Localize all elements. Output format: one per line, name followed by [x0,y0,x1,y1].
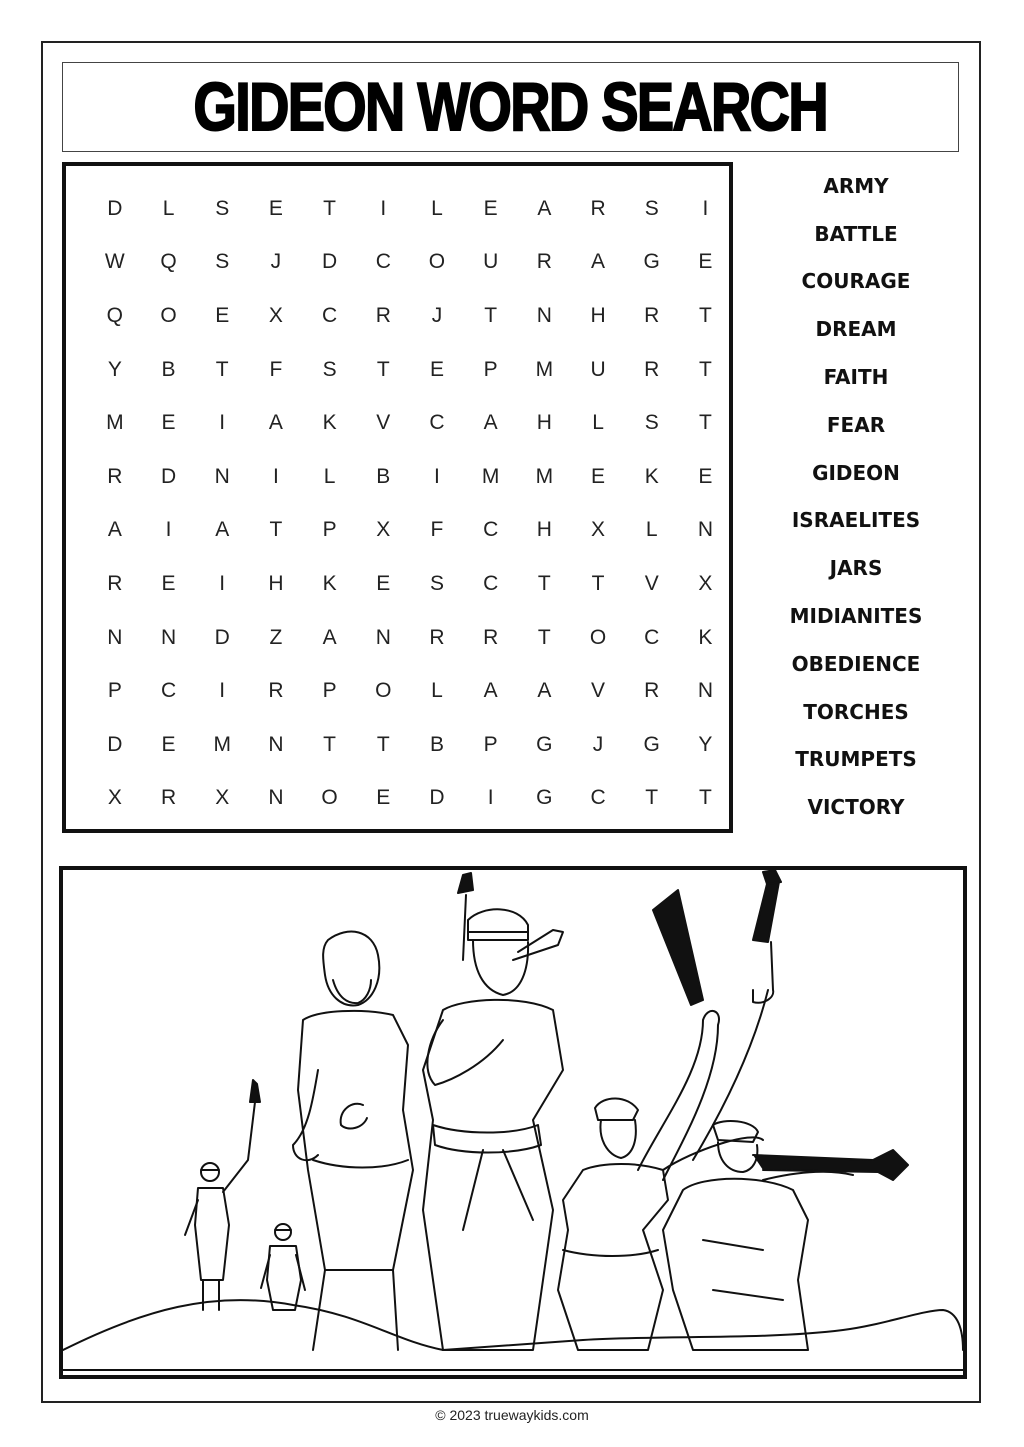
grid-cell[interactable]: R [644,357,660,381]
grid-cell[interactable]: D [107,196,123,220]
grid-cell[interactable]: J [592,732,604,756]
grid-cell[interactable]: H [536,518,552,542]
grid-cell[interactable]: I [219,679,226,703]
grid-cell[interactable]: N [268,786,284,810]
grid-cell[interactable]: G [536,786,553,810]
word-search-grid [88,182,713,825]
grid-cell[interactable]: U [483,250,499,274]
grid-cell[interactable]: L [323,464,336,488]
word-list-item: JARS [829,556,883,581]
grid-cell[interactable]: K [698,625,713,649]
grid-cell[interactable]: C [483,518,499,542]
word-list-item: TORCHES [803,699,909,724]
grid-cell[interactable]: R [160,786,177,810]
grid-cell[interactable]: C [160,679,177,703]
grid-cell[interactable]: P [483,357,498,381]
grid-cell[interactable]: R [483,625,499,649]
grid-cell[interactable]: O [160,303,177,327]
grid-cell[interactable]: I [219,571,226,595]
grid-cell[interactable]: O [589,625,607,649]
grid-cell[interactable]: P [483,732,498,756]
grid-cell[interactable]: A [591,250,606,274]
grid-cell[interactable]: I [434,464,440,488]
word-list [770,162,942,831]
grid-cell[interactable]: A [537,679,552,703]
grid-cell[interactable]: S [644,411,659,435]
grid-cell[interactable]: N [536,303,552,327]
grid-cell[interactable]: T [698,303,712,327]
grid-cell[interactable]: N [268,732,284,756]
grid-cell[interactable]: X [591,518,606,542]
grid-cell[interactable]: O [428,250,446,274]
gideon-army-illustration-icon [63,870,963,1375]
grid-cell[interactable]: E [429,357,444,381]
grid-cell[interactable]: L [592,411,604,435]
grid-cell[interactable]: C [429,411,445,435]
grid-cell[interactable]: V [644,571,659,595]
grid-cell[interactable]: N [107,625,123,649]
grid-cell[interactable]: A [322,625,337,649]
grid-cell[interactable]: A [268,411,283,435]
grid-cell[interactable]: F [430,518,444,542]
grid-cell[interactable]: L [431,679,443,703]
grid-cell[interactable]: O [321,786,338,810]
grid-cell[interactable]: M [213,732,231,756]
grid-cell[interactable]: K [644,464,659,488]
grid-cell[interactable]: T [537,625,551,649]
grid-cell[interactable]: R [590,196,606,220]
copyright-footer: © 2023 truewaykids.com [435,1407,589,1423]
grid-cell[interactable]: I [272,464,279,488]
grid-cell[interactable]: H [590,303,606,327]
grid-cell[interactable]: I [380,196,387,220]
grid-cell[interactable]: N [375,625,391,649]
grid-cell[interactable]: S [322,357,337,381]
grid-cell[interactable]: X [376,518,391,542]
grid-cell[interactable]: E [161,571,176,595]
grid-cell[interactable]: R [429,625,445,649]
illustration-box [59,866,967,1379]
grid-cell[interactable]: B [376,464,391,488]
grid-cell[interactable]: J [270,250,282,274]
grid-cell[interactable]: E [483,196,498,220]
grid-cell[interactable]: E [698,250,713,274]
grid-cell[interactable]: A [483,679,498,703]
grid-cell[interactable]: R [644,679,660,703]
grid-cell[interactable]: R [536,250,552,274]
grid-cell[interactable]: S [644,196,659,220]
word-list-item: ARMY [823,173,889,198]
grid-cell[interactable]: V [376,411,391,435]
grid-cell[interactable]: M [481,464,500,488]
grid-cell[interactable]: W [104,250,125,274]
grid-cell[interactable]: V [591,679,606,703]
grid-cell[interactable]: M [535,464,554,488]
word-search-grid-box [62,162,733,833]
grid-cell[interactable]: X [268,303,283,327]
grid-cell[interactable]: Y [698,732,713,756]
grid-cell[interactable]: M [106,411,124,435]
grid-cell[interactable]: A [483,411,498,435]
grid-cell[interactable]: T [698,411,712,435]
grid-cell[interactable]: G [643,250,660,274]
grid-cell[interactable]: T [591,571,605,595]
word-list-item: BATTLE [814,221,898,246]
grid-cell[interactable]: D [214,625,230,649]
word-list-item: FEAR [826,412,886,437]
grid-cell[interactable]: Q [106,303,124,327]
grid-cell[interactable]: C [322,303,338,327]
grid-cell[interactable]: E [376,786,391,810]
grid-cell[interactable]: N [697,679,713,703]
grid-cell[interactable]: R [375,303,391,327]
grid-cell[interactable]: T [376,357,390,381]
word-list-item: DREAM [815,317,897,342]
grid-cell[interactable]: F [269,357,283,381]
word-list-item: COURAGE [801,269,911,294]
grid-cell[interactable]: J [431,303,443,327]
grid-cell[interactable]: G [643,732,660,756]
grid-cell[interactable]: S [215,196,230,220]
grid-cell[interactable]: D [429,786,445,810]
grid-cell[interactable]: C [590,786,606,810]
word-list-item: MIDIANITES [789,604,923,629]
grid-cell[interactable]: I [165,518,172,542]
grid-cell[interactable]: R [268,679,284,703]
grid-cell[interactable]: D [322,250,338,274]
grid-cell[interactable]: G [536,732,553,756]
grid-cell[interactable]: S [429,571,444,595]
grid-cell[interactable]: D [107,732,123,756]
grid-cell[interactable]: D [160,464,177,488]
grid-cell[interactable]: T [323,732,336,756]
grid-cell[interactable]: I [702,196,709,220]
grid-cell[interactable]: N [214,464,230,488]
grid-cell[interactable]: C [375,250,391,274]
grid-cell[interactable]: H [268,571,284,595]
grid-cell[interactable]: T [484,303,498,327]
grid-cell[interactable]: P [107,679,122,703]
grid-cell[interactable]: B [161,357,176,381]
grid-cell[interactable]: I [487,786,494,810]
word-list-item: TRUMPETS [795,747,917,772]
grid-cell[interactable]: E [698,464,713,488]
title-box [62,62,959,152]
grid-cell[interactable]: X [215,786,230,810]
grid-cell[interactable]: R [644,303,660,327]
grid-cell[interactable]: T [323,196,336,220]
grid-cell[interactable]: T [645,786,659,810]
grid-cell[interactable]: T [376,732,390,756]
grid-cell[interactable]: S [215,250,230,274]
page-title: GIDEON WORD SEARCH [193,69,828,145]
grid-cell[interactable]: M [535,357,554,381]
grid-cell[interactable]: K [322,411,337,435]
grid-cell[interactable]: U [590,357,606,381]
grid-cell[interactable]: T [537,571,551,595]
grid-cell[interactable]: P [322,518,337,542]
grid-cell[interactable]: R [107,464,123,488]
grid-cell[interactable]: C [483,571,499,595]
grid-cell[interactable]: N [697,518,713,542]
word-list-item: GIDEON [812,460,900,485]
grid-cell[interactable]: L [431,196,443,220]
grid-cell[interactable]: E [215,303,230,327]
grid-cell[interactable]: A [107,518,122,542]
grid-cell[interactable]: T [215,357,229,381]
grid-cell[interactable]: H [536,411,552,435]
grid-cell[interactable]: O [375,679,392,703]
grid-cell[interactable]: P [322,679,337,703]
grid-cell[interactable]: A [537,196,552,220]
grid-cell[interactable]: X [107,786,122,810]
grid-cell[interactable]: L [645,518,658,542]
grid-cell[interactable]: R [107,571,123,595]
grid-cell[interactable]: Z [269,625,283,649]
grid-cell[interactable]: C [644,625,660,649]
grid-cell[interactable]: A [215,518,230,542]
grid-cell[interactable]: T [698,357,712,381]
word-list-item: VICTORY [807,795,905,820]
word-list-item: FAITH [823,365,889,390]
grid-cell[interactable]: T [269,518,283,542]
word-list-item: OBEDIENCE [791,651,921,676]
grid-cell[interactable]: K [322,571,337,595]
grid-cell[interactable]: E [376,571,391,595]
word-list-item: ISRAELITES [791,508,921,533]
grid-cell[interactable]: E [161,732,176,756]
grid-cell[interactable]: Q [160,250,177,274]
grid-cell[interactable]: E [161,411,176,435]
grid-cell[interactable]: T [698,786,712,810]
grid-cell[interactable]: B [429,732,444,756]
grid-cell[interactable]: X [698,571,713,595]
grid-cell[interactable]: N [160,625,177,649]
grid-cell[interactable]: E [268,196,283,220]
grid-cell[interactable]: I [219,411,226,435]
grid-cell[interactable]: L [162,196,175,220]
grid-cell[interactable]: Y [107,357,122,381]
grid-cell[interactable]: E [591,464,606,488]
